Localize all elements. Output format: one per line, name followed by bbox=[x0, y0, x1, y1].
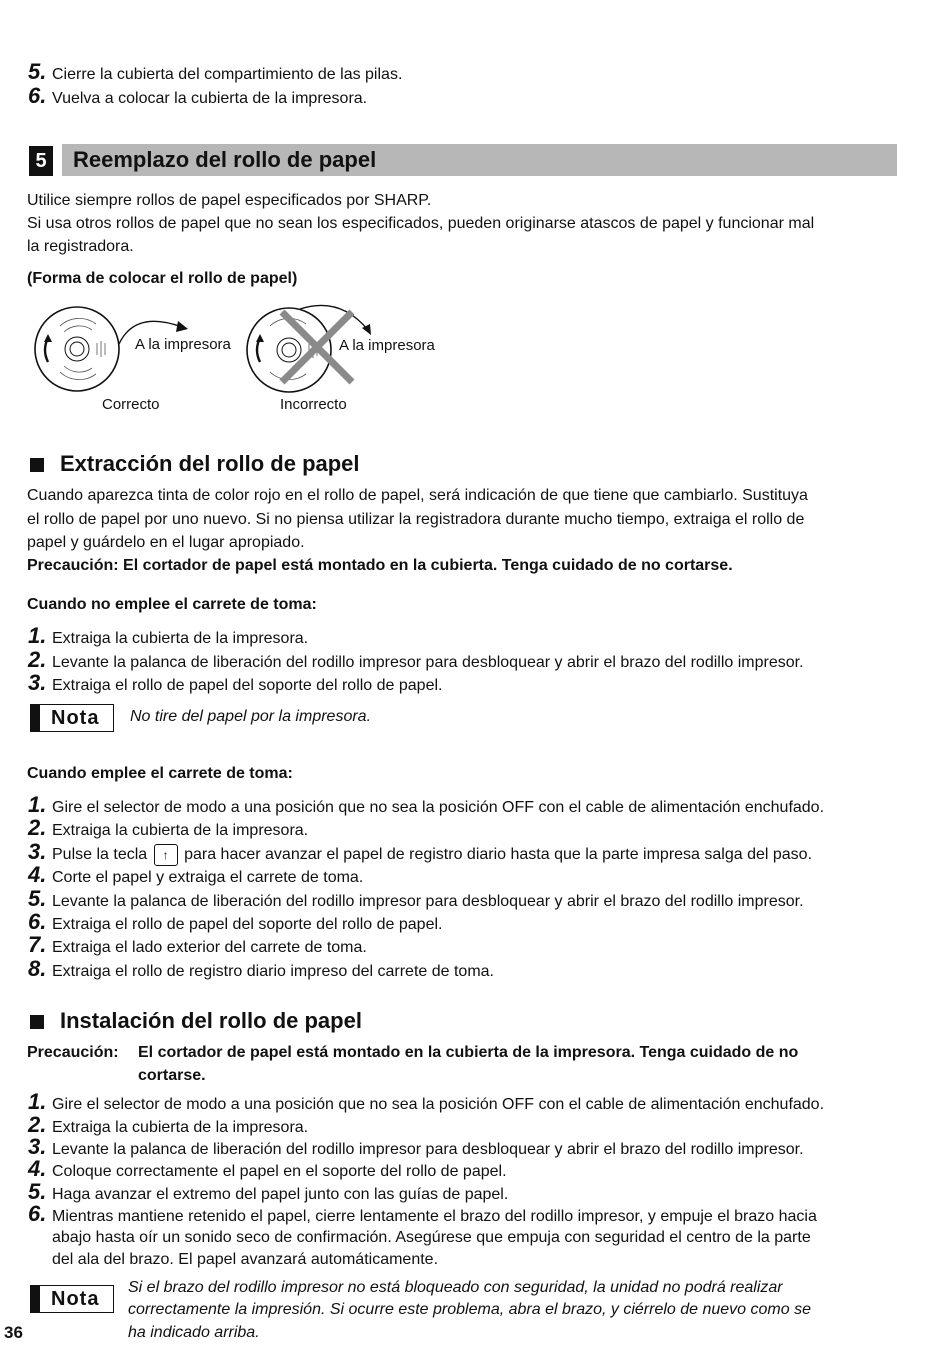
steps2-item-3: 3. Pulse la tecla ↑ para hacer avanzar el papel de registro diario hasta que la parte impresa salga del paso. bbox=[28, 839, 813, 864]
step-6-top: 6. Vuelva a colocar la cubierta de la impresora. bbox=[28, 83, 368, 108]
inst-step-6-line-2: abajo hasta oír un sonido seco de confirmación. Asegúrese que empuja con seguridad el centro de la parte bbox=[52, 1229, 811, 1246]
inst-step-4: 4. Coloque correctamente el papel en el soporte del rollo de papel. bbox=[28, 1156, 507, 1181]
instalacion-title: Instalación del rollo de papel bbox=[60, 1008, 362, 1033]
forma-heading: (Forma de colocar el rollo de papel) bbox=[27, 270, 298, 287]
nota-badge-2: Nota bbox=[30, 1285, 114, 1313]
inst-step-3: 3. Levante la palanca de liberación del rodillo impresor para desbloquear y abrir el brazo del rodillo impresor. bbox=[28, 1134, 804, 1159]
steps1-item-2: 2. Levante la palanca de liberación del rodillo impresor para desbloquear y abrir el brazo del rodillo impresor. bbox=[28, 647, 804, 672]
steps2-item-2: 2. Extraiga la cubierta de la impresora. bbox=[28, 815, 309, 840]
inst-step-6: 6. Mientras mantiene retenido el papel, cierre lentamente el brazo del rodillo impresor, y empuje el brazo hacia bbox=[28, 1201, 817, 1226]
step-5-top: 5. Cierre la cubierta del compartimiento de las pilas. bbox=[28, 59, 403, 84]
intro-line-1: Utilice siempre rollos de papel especificados por SHARP. bbox=[27, 192, 432, 209]
intro-line-3: la registradora. bbox=[27, 238, 134, 255]
feed-key-icon: ↑ bbox=[154, 844, 178, 866]
steps1-item-3: 3. Extraiga el rollo de papel del soporte del rollo de papel. bbox=[28, 670, 443, 695]
inst-step-1: 1. Gire el selector de modo a una posición que no sea la posición OFF con el cable de alimentación enchufado. bbox=[28, 1089, 825, 1114]
steps2-item-8: 8. Extraiga el rollo de registro diario impreso del carrete de toma. bbox=[28, 956, 494, 981]
section-number: 5 bbox=[29, 146, 53, 176]
incorrect-label: Incorrecto bbox=[280, 396, 347, 413]
intro-line-2: Si usa otros rollos de papel que no sean los especificados, pueden originarse atascos de papel y funcionar mal bbox=[27, 215, 815, 232]
inst-step-5: 5. Haga avanzar el extremo del papel junto con las guías de papel. bbox=[28, 1179, 509, 1204]
nota-text-2-line-3: ha indicado arriba. bbox=[128, 1324, 260, 1341]
left-arrow-label: A la impresora bbox=[135, 336, 231, 353]
heading-square-icon bbox=[30, 458, 44, 472]
inst-step-6-line-3: del ala del brazo. El papel avanzará automáticamente. bbox=[52, 1251, 439, 1268]
paper-roll-diagram bbox=[30, 300, 480, 420]
steps2-item-4: 4. Corte el papel y extraiga el carrete de toma. bbox=[28, 862, 364, 887]
steps1-item-1: 1. Extraiga la cubierta de la impresora. bbox=[28, 623, 309, 648]
steps2-item-5: 5. Levante la palanca de liberación del rodillo impresor para desbloquear y abrir el brazo del rodillo impresor. bbox=[28, 886, 804, 911]
heading-square-icon bbox=[30, 1015, 44, 1029]
section-title: Reemplazo del rollo de papel bbox=[73, 147, 377, 172]
nota-badge-1: Nota bbox=[30, 704, 114, 732]
instalacion-precaucion-line-1: El cortador de papel está montado en la cubierta de la impresora. Tenga cuidado de no bbox=[138, 1044, 799, 1061]
inst-step-2: 2. Extraiga la cubierta de la impresora. bbox=[28, 1112, 309, 1137]
extraccion-line-3: papel y guárdelo en el lugar apropiado. bbox=[27, 534, 305, 551]
steps2-item-6: 6. Extraiga el rollo de papel del soporte del rollo de papel. bbox=[28, 909, 443, 934]
right-arrow-label: A la impresora bbox=[339, 337, 435, 354]
sub-heading-carrete: Cuando emplee el carrete de toma: bbox=[27, 765, 293, 782]
correct-label: Correcto bbox=[102, 396, 160, 413]
nota-text-1: No tire del papel por la impresora. bbox=[130, 708, 372, 725]
sub-heading-no-carrete: Cuando no emplee el carrete de toma: bbox=[27, 596, 317, 613]
extraccion-line-1: Cuando aparezca tinta de color rojo en el rollo de papel, será indicación de que tiene que cambiarlo. Sustituya bbox=[27, 487, 808, 504]
extraccion-precaucion: Precaución: El cortador de papel está montado en la cubierta. Tenga cuidado de no cortarse. bbox=[27, 557, 733, 574]
steps2-item-1: 1. Gire el selector de modo a una posición que no sea la posición OFF con el cable de alimentación enchufado. bbox=[28, 792, 825, 817]
instalacion-precaucion-line-2: cortarse. bbox=[138, 1067, 206, 1084]
extraccion-line-2: el rollo de papel por uno nuevo. Si no piensa utilizar la registradora durante mucho tiempo, extraiga el rollo de bbox=[27, 511, 805, 528]
page-number: 36 bbox=[4, 1323, 23, 1342]
extraccion-title: Extracción del rollo de papel bbox=[60, 451, 360, 476]
nota-text-2-line-1: Si el brazo del rodillo impresor no está bloqueado con seguridad, la unidad no podrá realizar bbox=[128, 1279, 783, 1296]
instalacion-precaucion-label: Precaución: bbox=[27, 1044, 119, 1061]
nota-text-2-line-2: correctamente la impresión. Si ocurre este problema, abra el brazo, y ciérrelo de nuevo como se bbox=[128, 1301, 811, 1318]
steps2-item-7: 7. Extraiga el lado exterior del carrete de toma. bbox=[28, 932, 367, 957]
